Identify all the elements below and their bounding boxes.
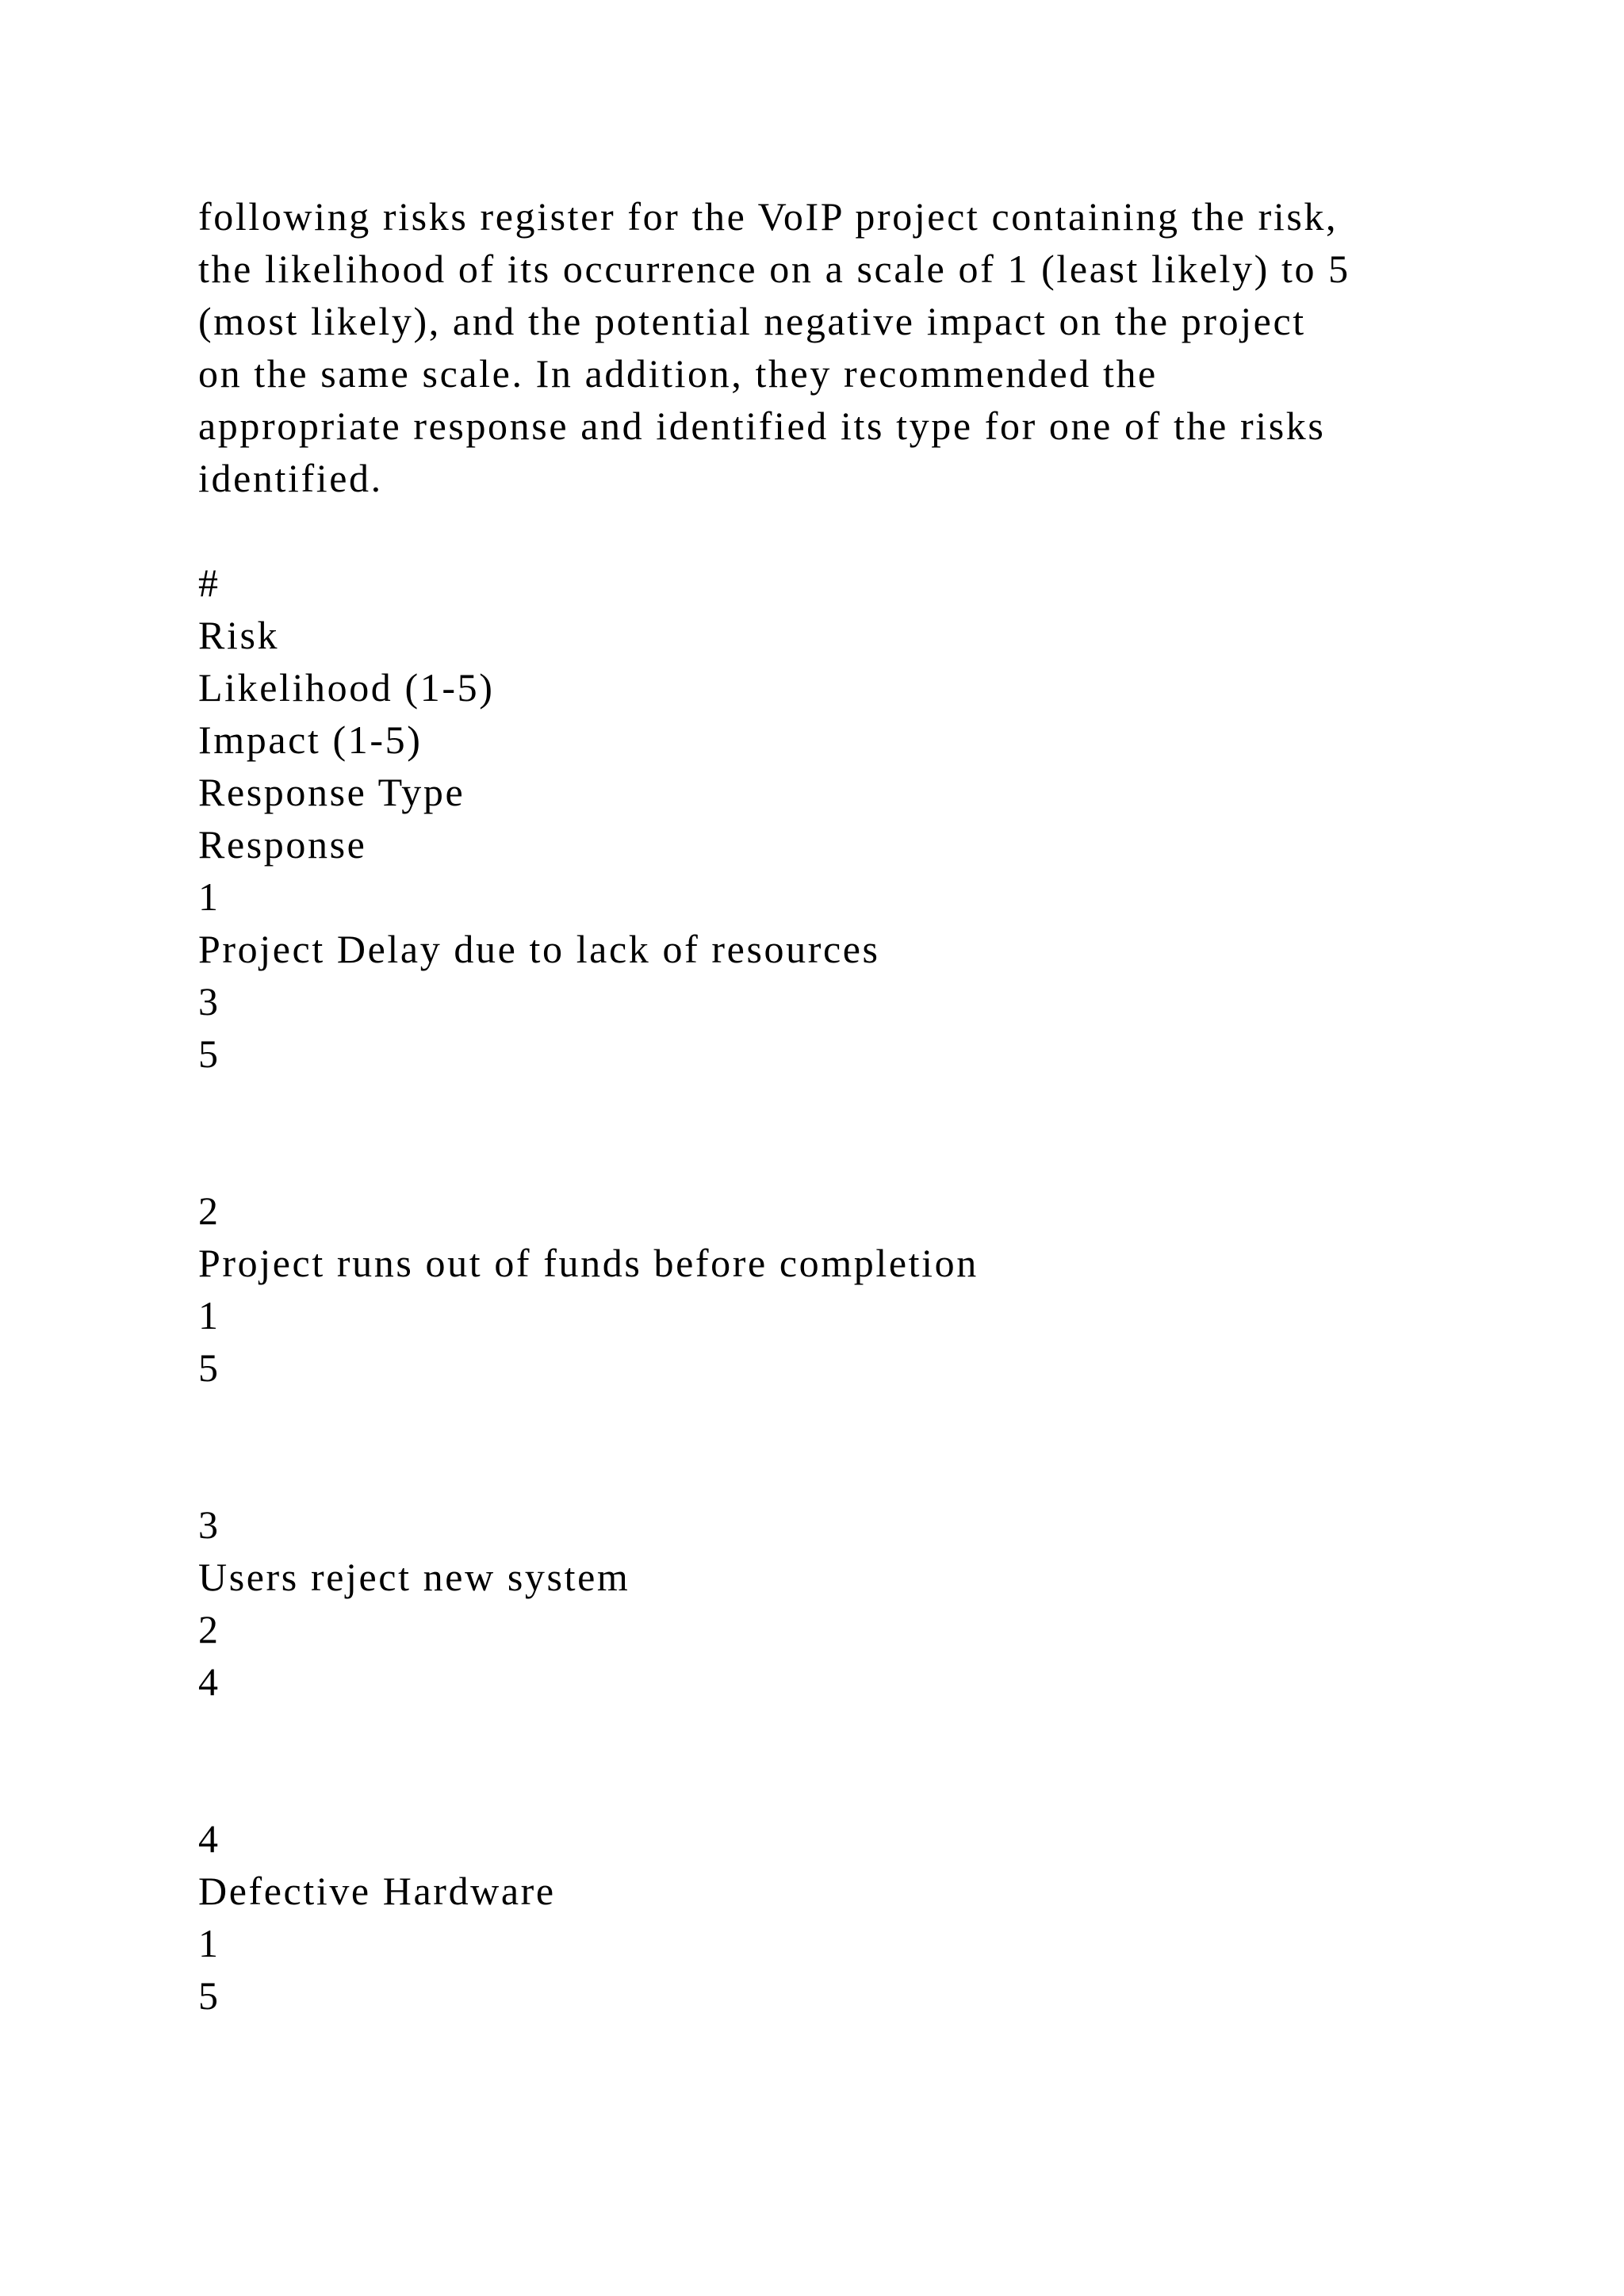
document-page	[198, 190, 1507, 2022]
header-number: #	[198, 561, 220, 605]
header-likelihood: Likelihood (1-5)	[198, 665, 495, 710]
risk-impact: 4	[198, 1659, 220, 1704]
risk-description: Project runs out of funds before completion	[198, 1241, 979, 1285]
risk-number: 3	[198, 1502, 220, 1547]
header-impact: Impact (1-5)	[198, 718, 423, 762]
risk-number: 4	[198, 1816, 220, 1861]
risk-row	[198, 1184, 1507, 1498]
risk-row	[198, 871, 1507, 1184]
intro-line: the likelihood of its occurrence on a scale of 1 (least likely) to 5	[198, 247, 1350, 291]
risk-number: 2	[198, 1188, 220, 1233]
risk-description: Project Delay due to lack of resources	[198, 927, 880, 971]
risk-likelihood: 3	[198, 979, 220, 1024]
intro-line: identified.	[198, 456, 383, 500]
risk-impact: 5	[198, 1973, 220, 2018]
risk-likelihood: 1	[198, 1293, 220, 1337]
intro-line: (most likely), and the potential negative impact on the project	[198, 299, 1306, 343]
risk-row	[198, 1498, 1507, 1812]
risk-response-blank	[198, 1708, 1507, 1812]
intro-line: appropriate response and identified its type for one of the risks	[198, 404, 1326, 448]
risk-description: Users reject new system	[198, 1555, 630, 1599]
risk-likelihood: 2	[198, 1607, 220, 1651]
risk-register	[198, 557, 1507, 2022]
register-headers	[198, 557, 1507, 871]
risk-likelihood: 1	[198, 1921, 220, 1965]
risk-response-blank	[198, 1394, 1507, 1498]
risk-number: 1	[198, 874, 220, 919]
risk-row	[198, 1812, 1507, 2022]
intro-paragraph	[198, 190, 1507, 504]
risk-impact: 5	[198, 1345, 220, 1390]
intro-line: on the same scale. In addition, they recommended the	[198, 351, 1158, 396]
risk-description: Defective Hardware	[198, 1869, 556, 1913]
header-response: Response	[198, 822, 367, 867]
header-risk: Risk	[198, 613, 280, 657]
risk-response-blank	[198, 1080, 1507, 1184]
risk-impact: 5	[198, 1031, 220, 1076]
intro-line: following risks register for the VoIP project containing the risk,	[198, 194, 1339, 239]
header-response-type: Response Type	[198, 770, 465, 814]
